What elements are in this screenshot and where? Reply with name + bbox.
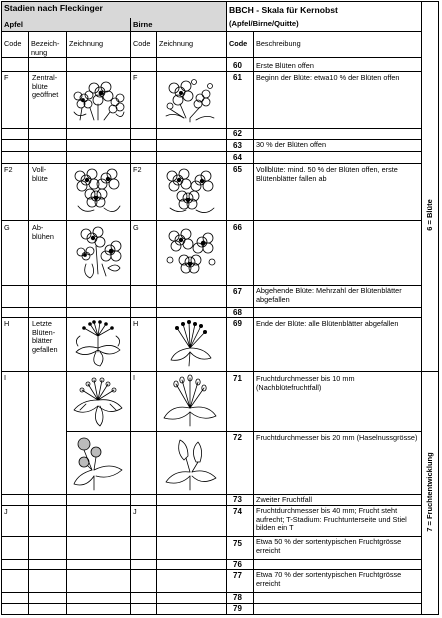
left-row-line-6 [1, 220, 226, 221]
apple-code-i: I [4, 373, 7, 382]
apple-stage-name-f: Zentral-blüte geöffnet [32, 73, 59, 100]
row-line-69 [226, 371, 438, 372]
left-row-line-3 [1, 139, 226, 140]
row-line-61 [226, 128, 421, 129]
bbch-code-67: 67 [233, 287, 242, 296]
bbch-code-74: 74 [233, 507, 242, 516]
col-line-side-label [421, 1, 422, 615]
bbch-text-71: Fruchtdurchmesser bis 10 mm (Nachblütefruchtfall) [256, 374, 355, 392]
row-line-67 [226, 307, 421, 308]
pear-flower-2 [194, 90, 210, 108]
left-row-line-15 [1, 569, 226, 570]
bbch-text-74: Fruchtdurchmesser bis 40 mm; Frucht steht aufrecht; T-Stadium: Fruchtunterseite und Stiel bilden ein T [256, 506, 407, 533]
left-row-line-14 [1, 559, 226, 560]
bbch-text-69: Ende der Blüte: alle Blütenblätter abgefallen [256, 319, 399, 328]
apple-flower-cluster-icon [70, 74, 126, 124]
right-header-subtitle: (Apfel/Birne/Quitte) [229, 19, 299, 28]
apple-code-f2: F2 [4, 165, 13, 174]
bbch-text-72: Fruchtdurchmesser bis 20 mm (Haselnussgrösse) [256, 433, 418, 442]
col-header-zeichnung-pear: Zeichnung [159, 39, 194, 48]
right-header-title: BBCH - Skala für Kernobst [229, 5, 338, 15]
left-row-line-8 [1, 307, 226, 308]
left-row-line-12 [1, 505, 226, 506]
col-header-bbch-code: Code [229, 39, 248, 48]
row-line-63 [226, 151, 421, 152]
pear-fading-bloom-icon [160, 224, 220, 282]
header-divider [1, 31, 421, 32]
row-line-64 [226, 163, 421, 164]
row-line-60 [226, 71, 421, 72]
col-header-beschreibung: Beschreibung [256, 39, 301, 48]
bbch-code-76: 76 [233, 560, 242, 569]
bbch-text-60: Erste Blüten offen [256, 61, 314, 70]
bbch-code-66: 66 [233, 223, 242, 232]
bbch-code-71: 71 [233, 374, 242, 383]
left-row-line-17 [1, 603, 226, 604]
bbch-code-79: 79 [233, 604, 242, 613]
apple-full-bloom-icon [70, 164, 126, 218]
pear-code-g: G [133, 223, 139, 232]
left-row-line-13 [1, 536, 226, 537]
bbch-code-68: 68 [233, 308, 242, 317]
bbch-code-78: 78 [233, 593, 242, 602]
left-row-line-4 [1, 151, 226, 152]
apple-header-label: Apfel [4, 20, 23, 29]
bbch-text-67: Abgehende Blüte: Mehrzahl der Blütenblätter abgefallen [256, 286, 402, 304]
pear-young-fruit-icon [160, 434, 220, 492]
bbch-text-61: Beginn der Blüte: etwa10 % der Blüten offen [256, 73, 400, 82]
left-header-title: Stadien nach Fleckinger [4, 3, 103, 13]
pear-header-label: Birne [133, 20, 153, 29]
bbch-code-61: 61 [233, 73, 242, 82]
col-line-left-right-split [226, 1, 227, 615]
row-line-68 [226, 317, 421, 318]
bbch-text-77: Etwa 70 % der sortentypischen Fruchtgrösse erreicht [256, 570, 402, 588]
left-row-line-7 [1, 285, 226, 286]
apple-petal-fall-icon [70, 318, 126, 368]
pear-full-bloom-icon [160, 164, 220, 218]
col-line-code-apple [28, 32, 29, 615]
col-header-bezeichnung: Bezeich-nung [31, 39, 60, 57]
bbch-code-64: 64 [233, 153, 242, 162]
apple-code-h: H [4, 319, 10, 328]
pear-code-i: I [133, 373, 136, 382]
flower-left [74, 91, 93, 108]
col-header-code-apple: Code [4, 39, 22, 48]
pear-code-f2: F2 [133, 165, 142, 174]
bbch-text-65: Vollblüte: mind. 50 % der Blüten offen, erste Blütenblätter fallen ab [256, 165, 398, 183]
col-line-code-pear [156, 32, 157, 615]
apple-young-fruit-icon [70, 434, 126, 492]
row-line-75 [226, 559, 421, 560]
pear-petal-fall-icon [165, 318, 215, 368]
apple-code-g: G [4, 223, 10, 232]
apple-stage-name-f2: Voll-blüte [32, 165, 48, 183]
bbch-text-75: Etwa 50 % der sortentypischen Fruchtgrösse erreicht [256, 537, 402, 555]
left-row-line-2 [1, 128, 226, 129]
pear-flower-cluster-icon [160, 74, 220, 124]
col-line-bezeichnung [66, 32, 67, 615]
apple-fruitlet-icon [70, 374, 126, 428]
bbch-code-65: 65 [233, 165, 242, 174]
row-line-65 [226, 220, 421, 221]
pear-flower-1 [169, 81, 193, 105]
pear-code-f: F [133, 73, 138, 82]
bbch-code-69: 69 [233, 319, 242, 328]
row-line-78 [226, 603, 421, 604]
row-line-77 [226, 592, 421, 593]
table-border-right [438, 1, 439, 615]
bbch-text-63: 30 % der Blüten offen [256, 140, 327, 149]
apple-stage-name-h: Letzte Blüten-blätter gefallen [32, 319, 58, 354]
left-row-line-1 [1, 71, 226, 72]
apple-stage-name-g: Ab-blühen [32, 223, 54, 241]
bbch-code-75: 75 [233, 539, 242, 548]
pear-code-j: J [133, 507, 137, 516]
table-border-left [1, 1, 2, 615]
apple-code-j: J [4, 507, 8, 516]
pear-code-h: H [133, 319, 139, 328]
left-row-line-11 [1, 494, 226, 495]
drawing-row-separator [66, 431, 226, 432]
left-row-line-10 [1, 371, 226, 372]
side-label-fruchtentwicklung: 7 = Fruchtentwicklung [425, 452, 434, 532]
bbch-code-63: 63 [233, 141, 242, 150]
apple-code-f: F [4, 73, 9, 82]
left-row-line-16 [1, 592, 226, 593]
pear-fruitlet-icon [160, 374, 220, 428]
col-header-code-pear: Code [133, 39, 151, 48]
row-line-71 [226, 431, 421, 432]
table-border-top [1, 1, 439, 2]
bbch-code-62: 62 [233, 129, 242, 138]
bbch-text-73: Zweiter Fruchtfall [256, 495, 312, 504]
apple-fading-bloom-icon [72, 224, 126, 282]
col-header-zeichnung-apple: Zeichnung [69, 39, 104, 48]
bbch-code-72: 72 [233, 433, 242, 442]
col-line-bbch-code [253, 32, 254, 615]
bbch-code-60: 60 [233, 61, 242, 70]
bbch-code-77: 77 [233, 571, 242, 580]
flower-right [109, 94, 124, 113]
side-label-bluete: 6 = Blüte [425, 199, 434, 231]
bbch-code-73: 73 [233, 495, 242, 504]
